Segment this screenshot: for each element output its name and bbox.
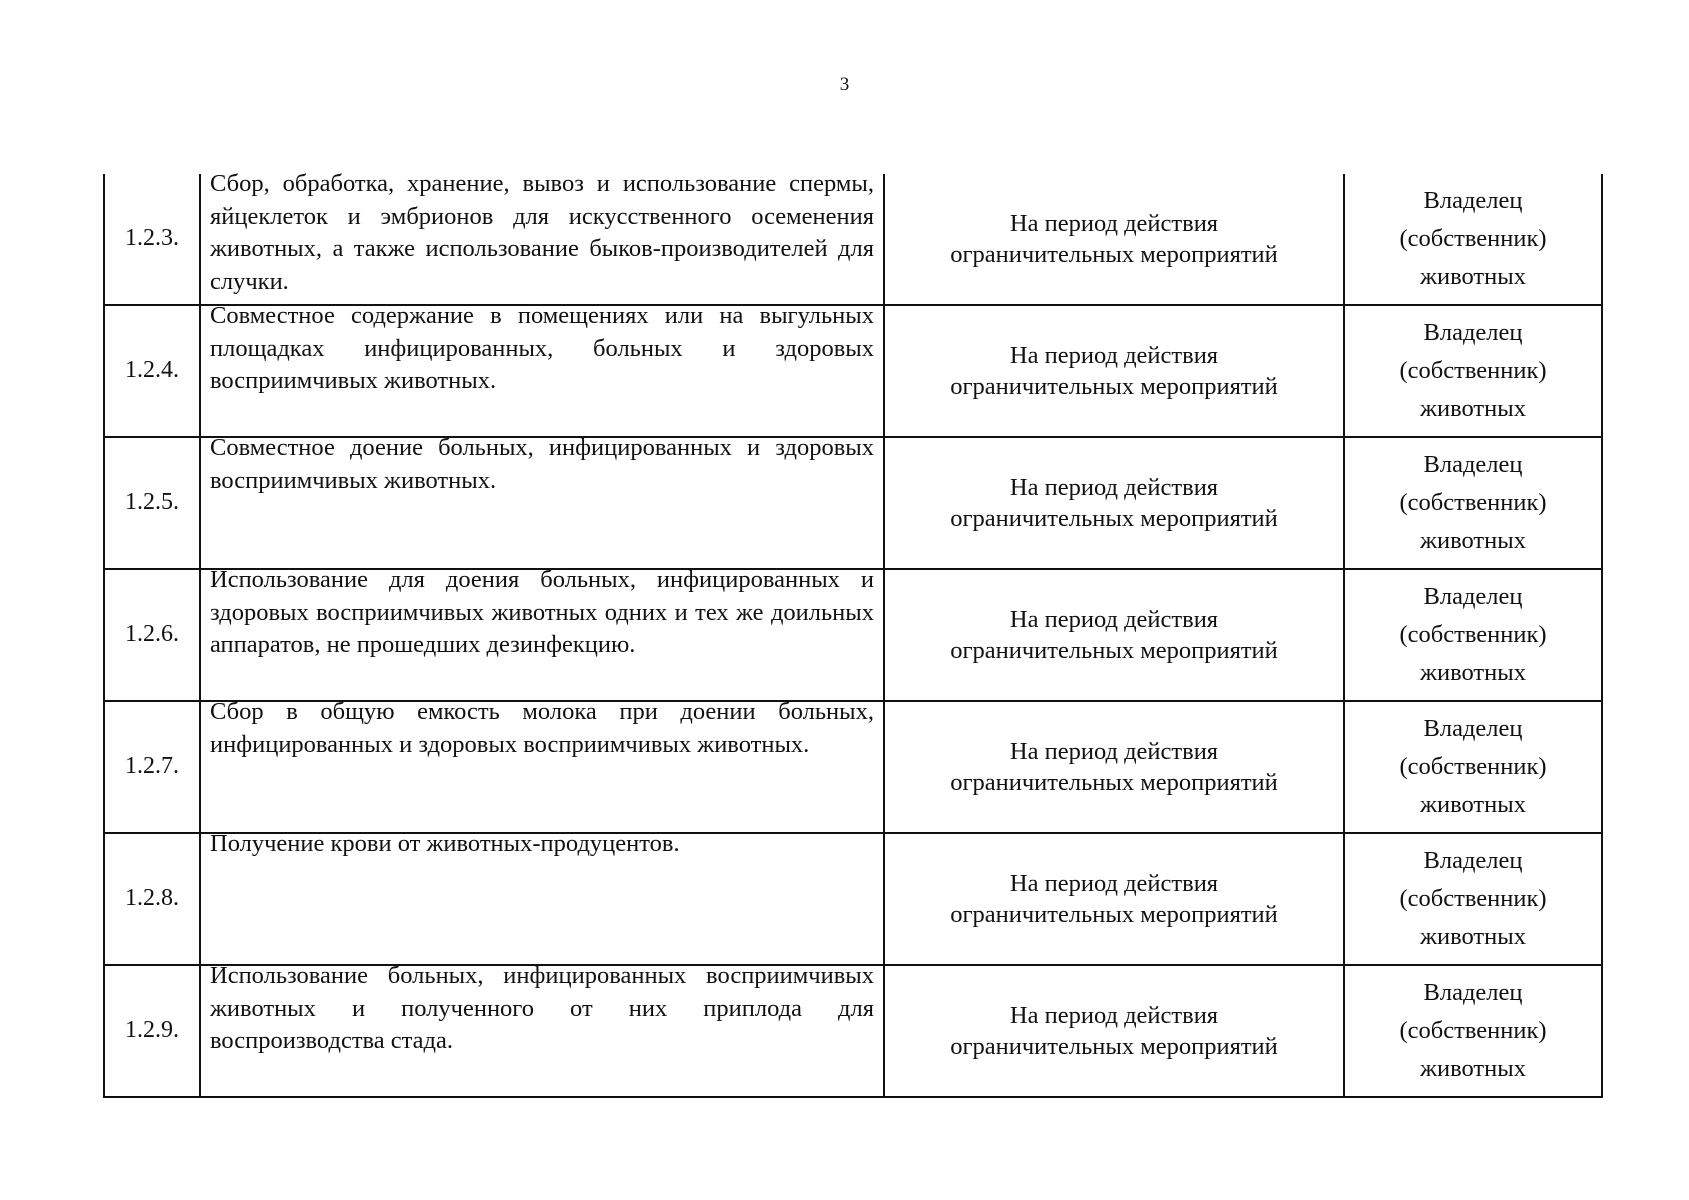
row-description-cell <box>200 698 884 833</box>
row-number: 1.2.3. <box>104 174 200 305</box>
row-number: 1.2.7. <box>104 701 200 833</box>
row-period-line1: На период действия <box>1009 209 1219 237</box>
row-period <box>884 833 1344 965</box>
row-responsible <box>1344 965 1602 1097</box>
row-responsible-line2: (собственник) <box>1399 885 1547 913</box>
row-period <box>884 305 1344 437</box>
row-responsible-line3: животных <box>1420 658 1526 686</box>
table-row <box>104 701 1602 833</box>
measures-table <box>103 170 1603 1098</box>
row-number: 1.2.9. <box>104 965 200 1097</box>
row-period-line1: На период действия <box>1009 341 1219 369</box>
measures-table-body <box>104 170 1602 1097</box>
row-description: Использование больных, инфицированных восприимчивых животных и полученного от них приплода для воспроизводства стада. <box>210 962 874 1055</box>
row-responsible-line3: животных <box>1420 922 1526 950</box>
row-period-line1: На период действия <box>1009 737 1219 765</box>
row-responsible-line3: животных <box>1420 790 1526 818</box>
row-description-cell <box>200 830 884 965</box>
row-description-cell <box>200 566 884 701</box>
row-period-line1: На период действия <box>1009 605 1219 633</box>
row-responsible-line1: Владелец <box>1423 847 1523 875</box>
row-period <box>884 174 1344 305</box>
row-responsible-line1: Владелец <box>1423 187 1523 215</box>
table-row <box>104 305 1602 437</box>
row-description-cell <box>200 302 884 437</box>
row-period-line2: ограничительных мероприятий <box>950 637 1278 664</box>
row-period-line2: ограничительных мероприятий <box>950 505 1278 532</box>
row-period-line2: ограничительных мероприятий <box>950 241 1278 268</box>
table-row <box>104 174 1602 305</box>
row-description: Использование для доения больных, инфицированных и здоровых восприимчивых животных одних и тех же доильных аппаратов, не прошедших дезинфекцию. <box>210 566 874 659</box>
row-responsible-line2: (собственник) <box>1399 621 1547 649</box>
row-description: Сбор в общую емкость молока при доении больных, инфицированных и здоровых восприимчивых животных. <box>210 698 874 758</box>
row-period <box>884 701 1344 833</box>
row-period <box>884 965 1344 1097</box>
row-responsible-line3: животных <box>1420 394 1526 422</box>
row-responsible-line1: Владелец <box>1423 583 1523 611</box>
row-period-line1: На период действия <box>1009 1001 1219 1029</box>
row-number: 1.2.4. <box>104 305 200 437</box>
table-row <box>104 437 1602 569</box>
row-responsible <box>1344 701 1602 833</box>
row-responsible-line1: Владелец <box>1423 715 1523 743</box>
row-period-line2: ограничительных мероприятий <box>950 373 1278 400</box>
page-number: 3 <box>839 74 850 95</box>
row-responsible-line2: (собственник) <box>1399 489 1547 517</box>
row-responsible-line3: животных <box>1420 262 1526 290</box>
row-description-cell <box>200 434 884 569</box>
row-description-cell <box>200 170 884 305</box>
row-responsible <box>1344 833 1602 965</box>
row-responsible <box>1344 174 1602 305</box>
table-row <box>104 833 1602 965</box>
row-responsible-line2: (собственник) <box>1399 357 1547 385</box>
row-description: Получение крови от животных-продуцентов. <box>210 830 680 857</box>
row-responsible <box>1344 569 1602 701</box>
row-responsible-line2: (собственник) <box>1399 225 1547 253</box>
row-responsible-line1: Владелец <box>1423 319 1523 347</box>
row-description: Совместное содержание в помещениях или на выгульных площадках инфицированных, больных и здоровых восприимчивых животных. <box>210 302 874 395</box>
row-responsible-line1: Владелец <box>1423 451 1523 479</box>
row-description: Совместное доение больных, инфицированных и здоровых восприимчивых животных. <box>210 434 874 494</box>
row-description: Сбор, обработка, хранение, вывоз и использование спермы, яйцеклеток и эмбрионов для искусственного осеменения животных, а также использование быков-производителей для случки. <box>210 170 874 295</box>
row-period-line1: На период действия <box>1009 869 1219 897</box>
row-responsible <box>1344 437 1602 569</box>
row-responsible <box>1344 305 1602 437</box>
table-row <box>104 569 1602 701</box>
row-responsible-line2: (собственник) <box>1399 753 1547 781</box>
row-period <box>884 569 1344 701</box>
row-period-line2: ограничительных мероприятий <box>950 1033 1278 1060</box>
row-period <box>884 437 1344 569</box>
row-number: 1.2.8. <box>104 833 200 965</box>
row-responsible-line3: животных <box>1420 526 1526 554</box>
row-responsible-line1: Владелец <box>1423 979 1523 1007</box>
row-period-line2: ограничительных мероприятий <box>950 901 1278 928</box>
row-period-line2: ограничительных мероприятий <box>950 769 1278 796</box>
row-number: 1.2.5. <box>104 437 200 569</box>
row-responsible-line2: (собственник) <box>1399 1017 1547 1045</box>
row-description-cell <box>200 962 884 1097</box>
row-responsible-line3: животных <box>1420 1054 1526 1082</box>
row-number: 1.2.6. <box>104 569 200 701</box>
row-period-line1: На период действия <box>1009 473 1219 501</box>
table-row <box>104 965 1602 1097</box>
